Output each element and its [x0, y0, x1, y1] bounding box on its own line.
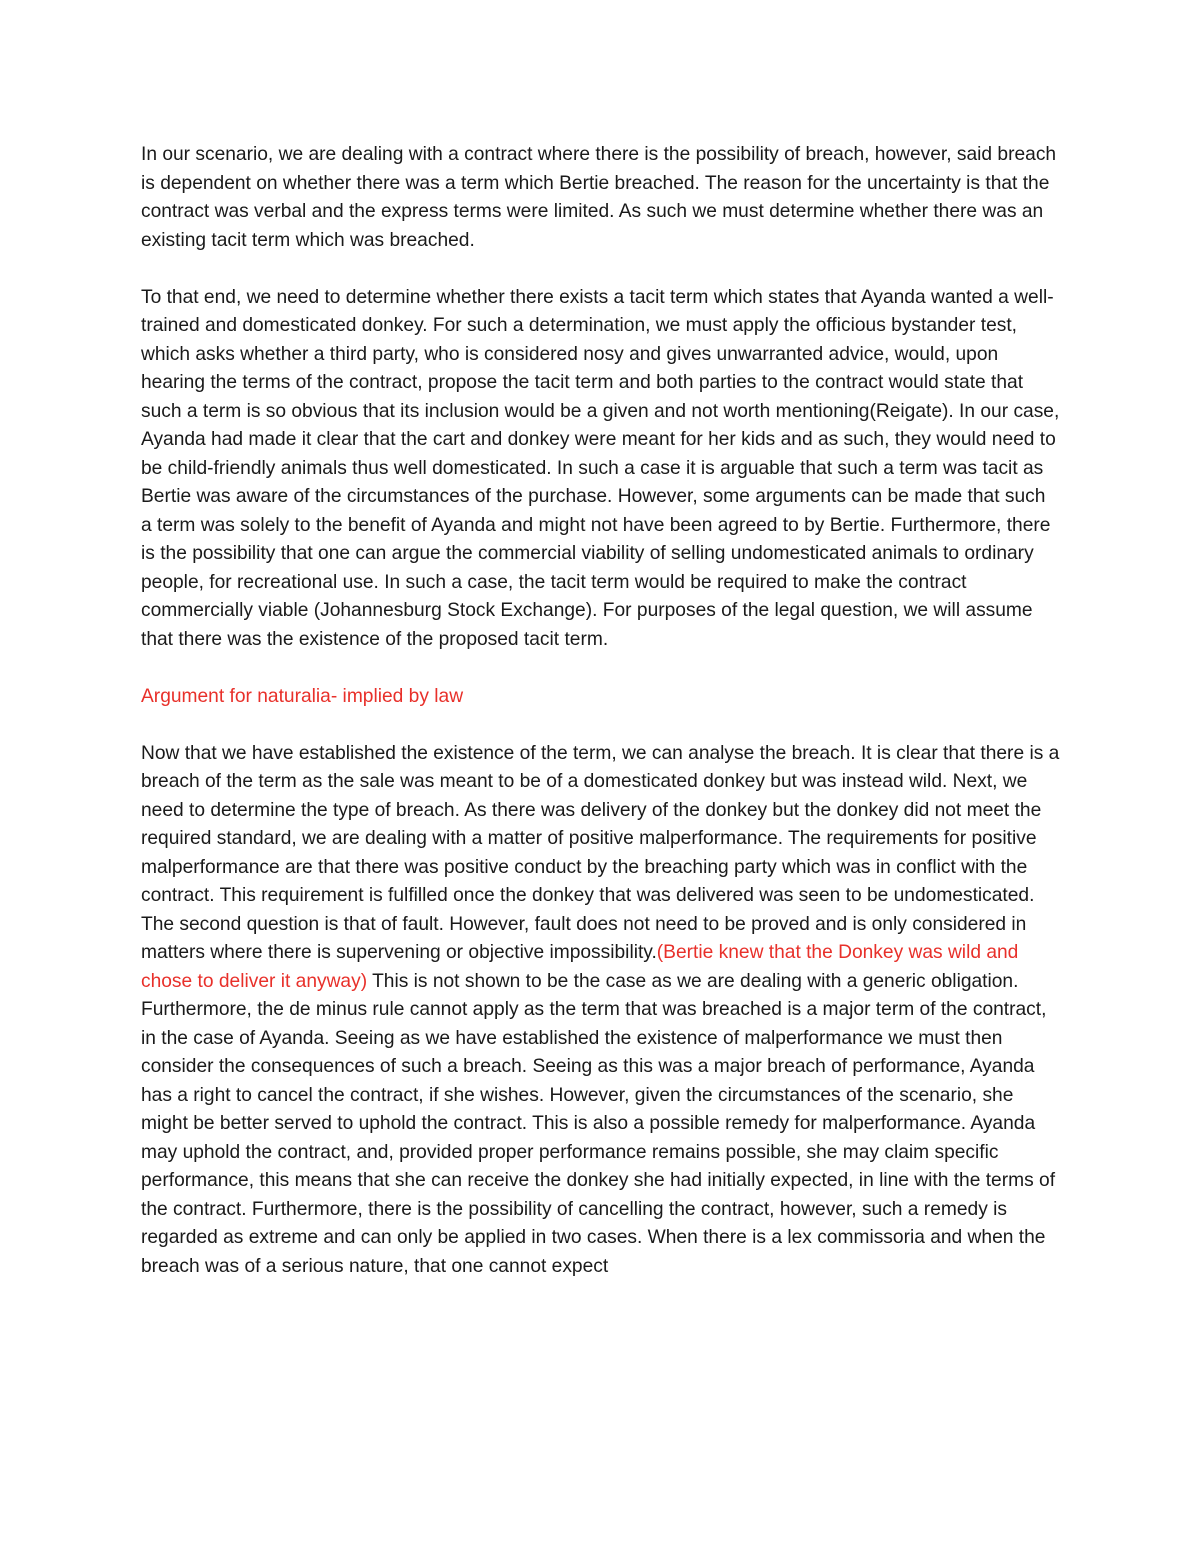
document-body [141, 141, 1061, 1310]
breach-analysis-text-part2: This is not shown to be the case as we are dealing with a generic obligation. Furthermore, the de minus rule cannot apply as the term that was breached is a major term of the contract, in the case of Ayanda. Seeing as we have established the existence of malperformance we must then consider the consequences of such a breach. Seeing as this was a major breach of performance, Ayanda has a right to cancel the contract, if she wishes. However, given the circumstances of the scenario, she might be better served to uphold the contract. This is also a possible remedy for malperformance. Ayanda may uphold the contract, and, provided proper performance remains possible, she may claim specific performance, this means that she can receive the donkey she had initially expected, in line with the terms of the contract. Furthermore, there is the possibility of cancelling the contract, however, such a remedy is regarded as extreme and can only be applied in two cases. When there is a lex commissoria and when the breach was of a serious nature, that one cannot expect [141, 970, 1056, 1277]
inline-comment-red: (Bertie knew that the Donkey was wild and chose to deliver it anyway) [141, 942, 1019, 992]
breach-analysis-text-part1: Now that we have established the existence of the term, we can analyse the breach. It is clear that there is a breach of the term as the sale was meant to be of a domesticated donkey but was instead wild. Next, we need to determine the type of breach. As there was delivery of the donkey but the donkey did not meet the required standard, we are dealing with a matter of positive malperformance. The requirements for positive malperformance are that there was positive conduct by the breaching party which was in conflict with the contract. This requirement is fulfilled once the donkey that was delivered was seen to be undomesticated. The second question is that of fault. However, fault does not need to be proved and is only considered in matters where there is supervening or objective impossibility. [141, 742, 1060, 963]
paragraph-tacit-term: To that end, we need to determine whether there exists a tacit term which states that Ayanda wanted a well-trained and domesticated donkey. For such a determination, we must apply the officious bystander test, which asks whether a third party, who is considered nosy and gives unwarranted advice, would, upon hearing the terms of the contract, propose the tacit term and both parties to the contract would state that such a term is so obvious that its inclusion would be a given and not worth mentioning(Reigate). In our case, Ayanda had made it clear that the cart and donkey were meant for her kids and as such, they would need to be child-friendly animals thus well domesticated. In such a case it is arguable that such a term was tacit as Bertie was aware of the circumstances of the purchase. However, some arguments can be made that such a term was solely to the benefit of Ayanda and might not have been agreed to by Bertie. Furthermore, there is the possibility that one can argue the commercial viability of selling undomesticated animals to ordinary people, for recreational use. In such a case, the tacit term would be required to make the contract commercially viable (Johannesburg Stock Exchange). For purposes of the legal question, we will assume that there was the existence of the proposed tacit term. [141, 286, 1060, 650]
paragraph-breach-analysis [141, 740, 1061, 1282]
section-heading-naturalia: Argument for naturalia- implied by law [141, 685, 464, 707]
paragraph-scenario: In our scenario, we are dealing with a contract where there is the possibility of breach, however, said breach is dependent on whether there was a term which Bertie breached. The reason for the uncertainty is that the contract was verbal and the express terms were limited. As such we must determine whether there was an existing tacit term which was breached. [141, 144, 1057, 251]
